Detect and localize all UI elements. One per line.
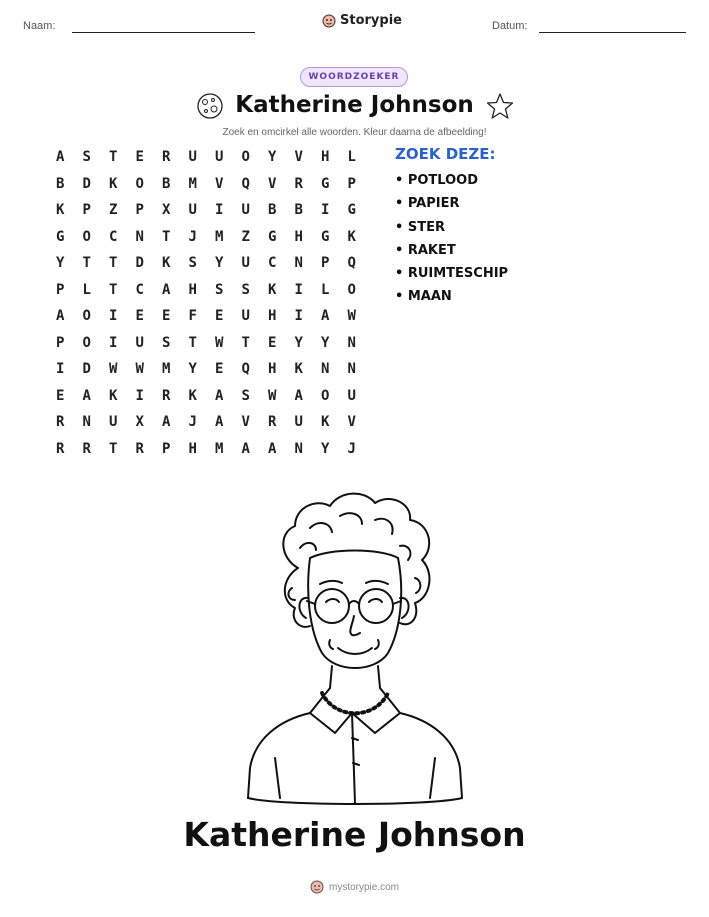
grid-letter[interactable]: Y [294, 334, 303, 351]
grid-row [47, 254, 365, 281]
name-label: Naam: [23, 20, 56, 32]
grid-letter[interactable]: C [109, 228, 118, 245]
grid-letter[interactable]: K [294, 361, 303, 377]
grid-letter[interactable]: U [241, 255, 250, 271]
page-title: Katherine Johnson [235, 92, 474, 118]
grid-letter[interactable]: O [82, 228, 91, 245]
grid-letter[interactable]: T [188, 334, 197, 351]
footer [0, 880, 709, 894]
grid-letter[interactable]: O [82, 308, 91, 324]
grid-letter[interactable]: U [215, 149, 224, 165]
grid-letter[interactable]: A [56, 149, 65, 165]
grid-letter[interactable]: W [268, 387, 277, 404]
grid-letter[interactable]: R [294, 175, 303, 192]
grid-letter[interactable]: I [294, 281, 303, 298]
grid-letter[interactable]: R [162, 149, 171, 165]
footer-url[interactable]: mystorypie.com [328, 881, 399, 893]
grid-letter[interactable]: T [162, 228, 171, 245]
grid-letter[interactable]: O [321, 387, 330, 404]
grid-letter[interactable]: T [109, 440, 118, 457]
grid-letter[interactable]: Y [321, 440, 330, 457]
grid-letter[interactable]: Q [347, 255, 356, 271]
grid-row [47, 201, 365, 228]
grid-letter[interactable]: J [347, 440, 356, 457]
grid-letter[interactable]: Y [268, 149, 277, 165]
grid-row [47, 281, 365, 308]
grid-letter[interactable]: K [188, 387, 197, 404]
grid-letter[interactable]: B [268, 202, 277, 218]
grid-letter[interactable]: E [56, 387, 65, 404]
grid-letter[interactable]: M [215, 228, 224, 245]
grid-letter[interactable]: I [321, 202, 330, 218]
grid-letter[interactable]: G [347, 202, 356, 218]
grid-letter[interactable]: W [347, 308, 356, 324]
grid-letter[interactable]: U [135, 334, 144, 351]
grid-letter[interactable]: A [215, 414, 224, 430]
grid-letter[interactable]: T [82, 255, 91, 271]
grid-letter[interactable]: K [109, 175, 118, 192]
grid-letter[interactable]: P [56, 334, 65, 351]
grid-letter[interactable]: V [268, 175, 277, 192]
grid-letter[interactable]: J [188, 414, 197, 430]
grid-letter[interactable]: K [268, 281, 277, 298]
grid-letter[interactable]: A [241, 440, 250, 457]
grid-letter[interactable]: C [268, 255, 277, 271]
grid-letter[interactable]: T [109, 281, 118, 298]
grid-letter[interactable]: J [188, 228, 197, 245]
grid-letter[interactable]: Q [241, 361, 250, 377]
grid-letter[interactable]: N [135, 228, 144, 245]
grid-letter[interactable]: I [135, 387, 144, 404]
grid-letter[interactable]: V [215, 175, 224, 192]
grid-letter[interactable]: L [82, 281, 91, 298]
grid-letter[interactable]: Y [321, 334, 330, 351]
grid-letter[interactable]: V [241, 414, 250, 430]
grid-letter[interactable]: A [215, 387, 224, 404]
grid-letter[interactable]: O [241, 149, 250, 165]
grid-letter[interactable]: V [294, 149, 303, 165]
grid-letter[interactable]: A [294, 387, 303, 404]
worksheet-type-badge: WOORDZOEKER [300, 67, 408, 87]
grid-letter[interactable]: U [109, 414, 118, 430]
word-list-item: • POTLOOD [395, 173, 478, 188]
grid-letter[interactable]: U [347, 387, 356, 404]
grid-letter[interactable]: U [241, 308, 250, 324]
grid-row [47, 413, 365, 440]
grid-letter[interactable]: S [241, 387, 250, 404]
date-label: Datum: [492, 20, 528, 32]
grid-letter[interactable]: P [56, 281, 65, 298]
grid-letter[interactable]: G [268, 228, 277, 245]
grid-letter[interactable]: P [82, 202, 91, 218]
grid-letter[interactable]: Y [188, 361, 197, 377]
grid-letter[interactable]: S [162, 334, 171, 351]
grid-letter[interactable]: R [56, 414, 65, 430]
grid-letter[interactable]: A [56, 308, 65, 324]
instructions: Zoek en omcirkel alle woorden. Kleur daarna de afbeelding! [222, 127, 487, 138]
grid-letter[interactable]: T [241, 334, 250, 351]
word-list-item: • PAPIER [395, 196, 460, 212]
grid-letter[interactable]: U [188, 202, 197, 218]
brand-name: Storypie [340, 13, 402, 28]
grid-letter[interactable]: N [294, 255, 303, 271]
word-list-item: • RUIMTESCHIP [395, 266, 509, 282]
grid-letter[interactable]: D [82, 361, 91, 377]
grid-letter[interactable]: H [268, 308, 277, 324]
grid-letter[interactable]: E [215, 308, 224, 324]
grid-row [47, 307, 365, 334]
grid-row [47, 148, 365, 175]
grid-letter[interactable]: Y [56, 255, 65, 271]
grid-letter[interactable]: X [162, 202, 171, 218]
grid-letter[interactable]: I [109, 308, 118, 324]
word-list-item: • RAKET [395, 242, 456, 258]
grid-letter[interactable]: K [321, 414, 330, 430]
grid-letter[interactable]: S [188, 255, 197, 271]
grid-letter[interactable]: S [215, 281, 224, 298]
grid-letter[interactable]: P [162, 440, 171, 457]
grid-letter[interactable]: B [56, 175, 65, 192]
grid-letter[interactable]: A [268, 440, 277, 457]
grid-letter[interactable]: B [294, 202, 303, 218]
mascot-icon [310, 880, 324, 894]
grid-letter[interactable]: M [188, 175, 197, 192]
grid-letter[interactable]: E [268, 334, 277, 351]
grid-letter[interactable]: A [321, 308, 330, 324]
grid-letter[interactable]: E [215, 361, 224, 377]
grid-letter[interactable]: I [215, 202, 224, 218]
grid-letter[interactable]: U [294, 414, 303, 430]
grid-letter[interactable]: R [82, 440, 91, 457]
grid-letter[interactable]: Y [215, 255, 224, 271]
grid-letter[interactable]: W [135, 361, 144, 377]
grid-letter[interactable]: R [162, 387, 171, 404]
grid-letter[interactable]: N [347, 334, 356, 351]
grid-letter[interactable]: D [82, 175, 91, 192]
grid-letter[interactable]: H [321, 149, 330, 165]
grid-letter[interactable]: P [347, 175, 356, 192]
grid-letter[interactable]: H [268, 361, 277, 377]
grid-letter[interactable]: K [162, 255, 171, 271]
grid-letter[interactable]: B [162, 175, 171, 192]
grid-letter[interactable]: E [135, 149, 144, 165]
date-line[interactable] [539, 32, 686, 33]
grid-letter[interactable]: T [109, 149, 118, 165]
grid-letter[interactable]: H [294, 228, 303, 245]
grid-letter[interactable]: E [135, 308, 144, 324]
grid-letter[interactable]: O [347, 281, 356, 298]
name-line[interactable] [72, 32, 255, 33]
grid-letter[interactable]: Q [241, 175, 250, 192]
illustration-caption: Katherine Johnson [183, 815, 526, 854]
grid-letter[interactable]: R [135, 440, 144, 457]
grid-row [47, 440, 365, 467]
grid-letter[interactable]: I [294, 308, 303, 324]
grid-letter[interactable]: N [347, 361, 356, 377]
grid-letter[interactable]: A [162, 414, 171, 430]
grid-letter[interactable]: Z [241, 228, 250, 245]
grid-letter[interactable]: P [321, 255, 330, 271]
katherine-johnson-illustration[interactable] [240, 488, 470, 818]
grid-letter[interactable]: K [347, 228, 356, 245]
grid-letter[interactable]: G [321, 175, 330, 192]
grid-letter[interactable]: U [188, 149, 197, 165]
grid-letter[interactable]: G [321, 228, 330, 245]
grid-letter[interactable]: L [347, 149, 356, 165]
grid-letter[interactable]: X [135, 414, 144, 430]
grid-row [47, 360, 365, 387]
grid-letter[interactable]: D [135, 255, 144, 271]
grid-letter[interactable]: I [56, 361, 65, 377]
word-search-grid[interactable] [47, 148, 365, 466]
grid-letter[interactable]: H [188, 440, 197, 457]
grid-letter[interactable]: A [82, 387, 91, 404]
grid-row [47, 175, 365, 202]
grid-letter[interactable]: S [82, 149, 91, 165]
grid-letter[interactable]: P [135, 202, 144, 218]
grid-row [47, 334, 365, 361]
grid-row [47, 387, 365, 414]
grid-letter[interactable]: I [109, 334, 118, 351]
grid-letter[interactable]: O [135, 175, 144, 192]
grid-letter[interactable]: W [215, 334, 224, 351]
mascot-icon [322, 14, 336, 28]
grid-letter[interactable]: L [321, 281, 330, 298]
grid-letter[interactable]: K [109, 387, 118, 404]
grid-letter[interactable]: C [135, 281, 144, 298]
grid-letter[interactable]: V [347, 414, 356, 430]
grid-letter[interactable]: W [109, 361, 118, 377]
grid-letter[interactable]: S [241, 281, 250, 298]
word-list-item: • STER [395, 219, 445, 235]
grid-letter[interactable]: H [188, 281, 197, 298]
grid-row [47, 228, 365, 255]
grid-letter[interactable]: U [241, 202, 250, 218]
grid-letter[interactable]: A [162, 281, 171, 298]
grid-letter[interactable]: N [82, 414, 91, 430]
grid-letter[interactable]: N [294, 440, 303, 457]
grid-letter[interactable]: G [56, 228, 65, 245]
word-list [395, 172, 508, 312]
grid-letter[interactable]: T [109, 255, 118, 271]
grid-letter[interactable]: E [162, 308, 171, 324]
grid-letter[interactable]: N [321, 361, 330, 377]
grid-letter[interactable]: K [56, 202, 65, 218]
grid-letter[interactable]: F [188, 308, 197, 324]
grid-letter[interactable]: M [162, 361, 171, 377]
grid-letter[interactable]: R [56, 440, 65, 457]
brand-logo [322, 13, 402, 28]
grid-letter[interactable]: Z [109, 202, 118, 218]
word-list-item: • MAAN [395, 289, 452, 305]
word-list-title: ZOEK DEZE: [395, 145, 496, 163]
grid-letter[interactable]: O [82, 334, 91, 351]
grid-letter[interactable]: R [268, 414, 277, 430]
grid-letter[interactable]: M [215, 440, 224, 457]
